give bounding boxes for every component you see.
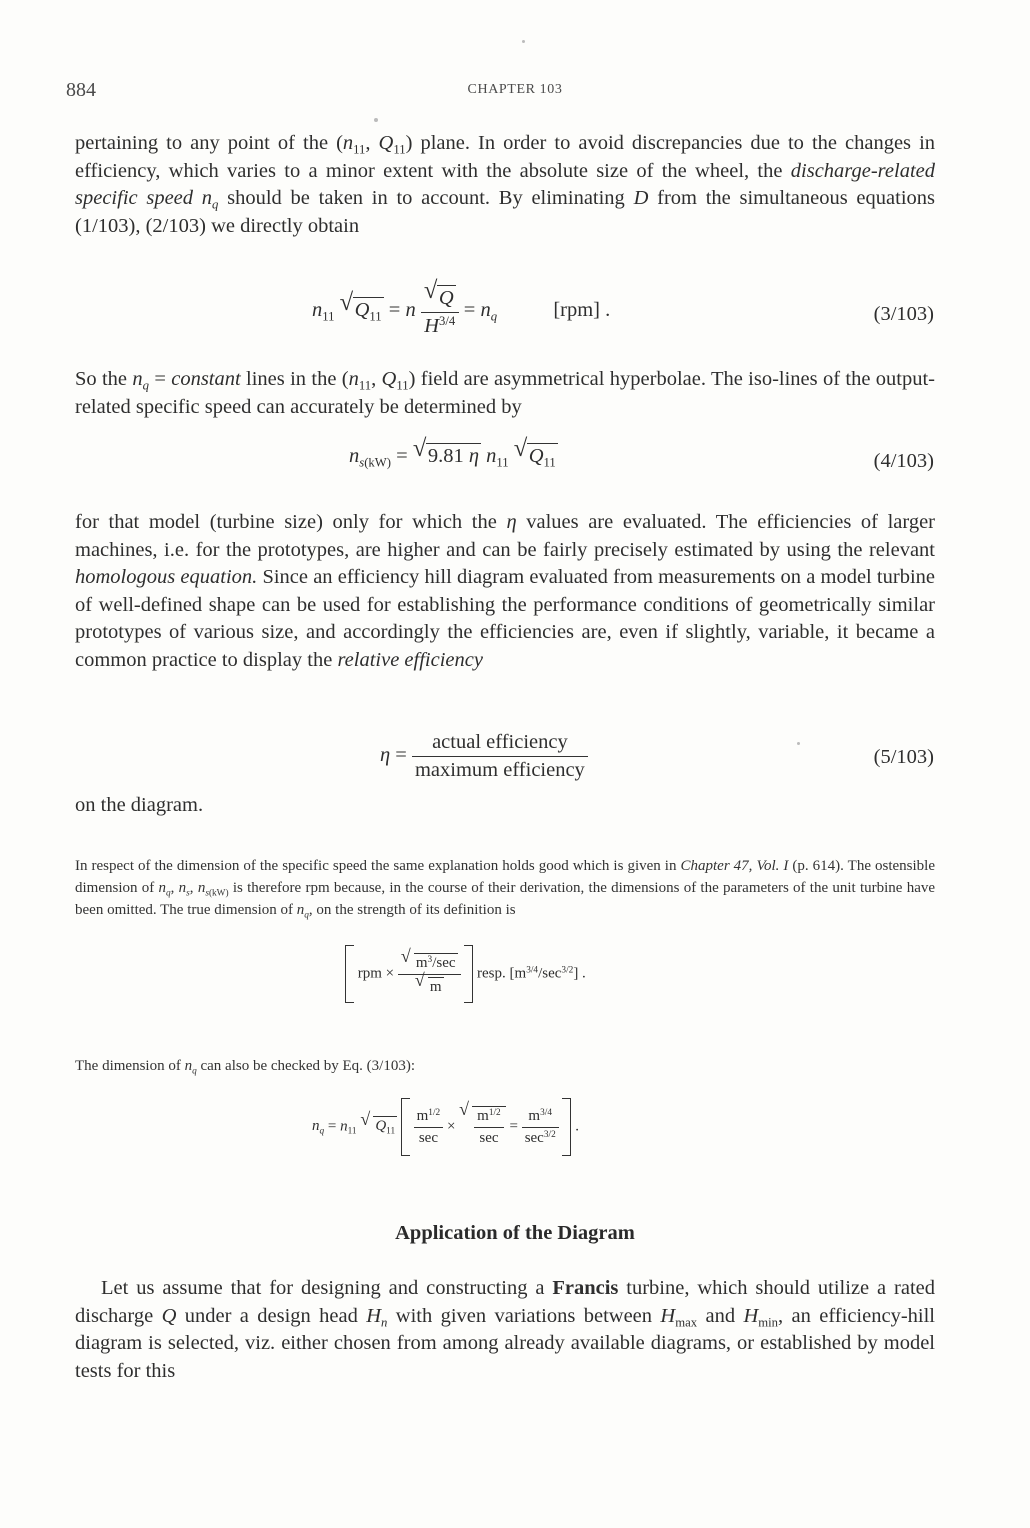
scan-speck [522,40,525,43]
section-heading: Application of the Diagram [395,1222,635,1244]
paragraph-5: Let us assume that for designing and constructing a Francis turbine, which should utilize a rated discharge Q under a design head $H_n$ with given variations between $H_{max}$ and $H_{min}$, an efficiency-hill diagram is selected, viz. either chosen from among already available diagrams, or established by model tests for this [75,1277,935,1382]
equation-3-103: $n_{11}$ √ $Q_{11} = n$ √ Q $H^{3/4}$ = $n_q$ [rpm] . [312,277,611,337]
paragraph-4: on the diagram. [75,794,204,816]
running-header: CHAPTER 103 [467,82,563,97]
equation-number: (5/103) [873,746,934,768]
left-bracket [401,1098,410,1156]
paragraph-1: pertaining to any point of the ($n_{11}$, $Q_{11}$) plane. In order to avoid discrepancies due to the changes in efficiency, which varies to a minor extent with the absolute size of the wheel, the discharge-related specific speed $n_q$ should be taken in to account. By eliminating D from the simultaneous equations (1/103), (2/103) we directly obtain [75,132,936,237]
right-bracket [464,945,473,1003]
equation-4-103: $n_{s(kW)}$ = √ 9.81 η $n_{11}$ √ $Q_{11}$ [349,435,556,470]
scan-speck [374,118,378,122]
term-francis: Francis [552,1277,619,1299]
paragraph-2: So the $n_q$ = constant lines in the ($n_{11}$, $Q_{11}$) field are asymmetrical hyperbolae. The iso-lines of the output-related specific speed can accurately be determined by [75,368,935,418]
scan-speck [797,742,800,745]
paragraph-3: for that model (turbine size) only for which the η values are evaluated. The efficiencies of larger machines, i.e. for the prototypes, are higher and can be fairly precisely estimated by using the relevant homologous equation. Since an efficiency hill diagram evaluated from measurements on a model turbine of well-defined shape can be used for establishing the performance conditions of geometrically similar prototypes of various size, and accordingly the efficiencies are, even if slightly, variable, it became a common practice to display the relative efficiency [75,511,936,671]
note-paragraph-2: The dimension of $n_q$ can also be checked by Eq. (3/103): [75,1058,415,1077]
equation-5-103: η = $\frac{\text{actual efficiency}}{\text{maximum efficiency}}$ [380,731,588,782]
right-bracket [562,1098,571,1156]
equation-unit: [rpm] . [553,299,611,322]
equation-number: (4/103) [873,450,934,472]
equation-number: (3/103) [873,303,934,325]
dimension-equation: rpm × √ $m^3/\sec$ √ m resp. $[m^{3/4}/\sec^{3/2}]$ . [345,945,586,1003]
page-number: 884 [66,79,96,101]
check-equation: $n_q = n_{11}$ √ $Q_{11}$ $\frac{m^{1/2}}{\sec}$ × √ $\frac{m^{1/2}}{\sec}$ = $\frac{m^{3/4}}{\sec^{3/2}}$ . [312,1098,579,1156]
left-bracket [345,945,354,1003]
term-constant: constant [171,368,241,390]
term-discharge-specific-speed: discharge-related specific speed [75,159,935,209]
note-paragraph-1: In respect of the dimension of the specific speed the same explanation holds good which is given in Chapter 47, Vol. I (p. 614). The ostensible dimension of $n_q$, $n_s$, $n_{s(kW)}$ is therefore rpm because, in the course of their derivation, the dimensions of the parameters of the unit turbine have been omitted. The true dimension of $n_q$, on the strength of its definition is [75,858,936,921]
term-homologous-equation: homologous equation. [75,566,258,588]
fraction-denominator: maximum efficiency [414,759,585,781]
fraction-numerator: actual efficiency [412,731,588,757]
chapter-reference: Chapter 47, Vol. I [680,858,789,874]
term-relative-efficiency: relative efficiency [337,648,483,671]
